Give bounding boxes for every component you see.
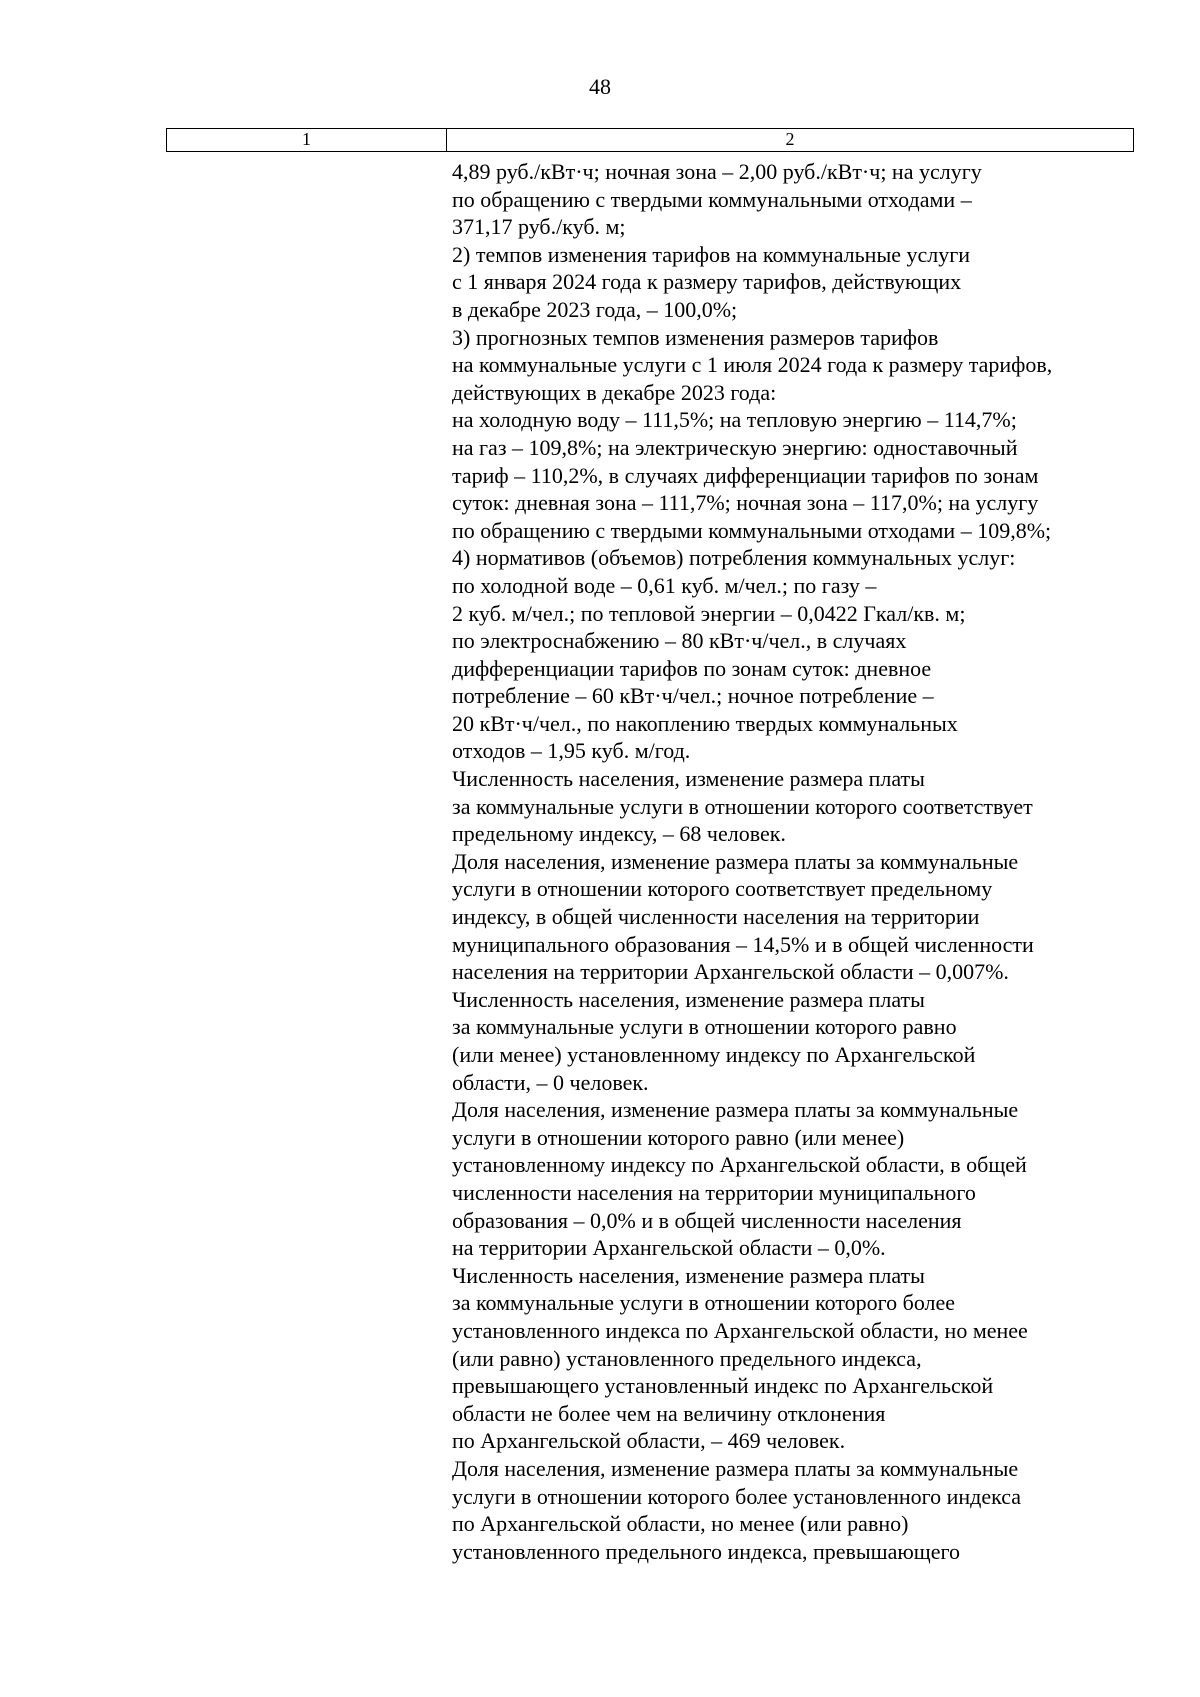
text-line: за коммунальные услуги в отношении которого равно — [452, 1014, 957, 1040]
text-line: 4,89 руб./кВт·ч; ночная зона – 2,00 руб./кВт·ч; на услугу — [452, 159, 982, 184]
text-line: индексу, в общей численности населения на территории — [452, 904, 980, 930]
text-line: по обращению с твердыми коммунальными отходами – — [452, 186, 972, 212]
text-line: в декабре 2023 года, – 100,0%; — [452, 296, 738, 322]
text-line: на территории Архангельской области – 0,0%. — [452, 1235, 886, 1261]
text-line: образования – 0,0% и в общей численности населения — [452, 1207, 962, 1233]
text-line: потребление – 60 кВт·ч/чел.; ночное потребление – — [452, 683, 934, 709]
text-line: населения на территории Архангельской области – 0,007%. — [452, 959, 1009, 985]
text-line: суток: дневная зона – 111,7%; ночная зона – 117,0%; на услугу — [452, 490, 1039, 516]
text-line: дифференциации тарифов по зонам суток: дневное — [452, 655, 932, 681]
text-line: Доля населения, изменение размера платы за коммунальные — [452, 848, 1019, 874]
text-line: (или равно) установленного предельного индекса, — [452, 1345, 922, 1371]
page-number: 48 — [589, 74, 611, 99]
text-line: услуги в отношении которого более установленного индекса — [452, 1483, 1022, 1509]
text-line: Численность населения, изменение размера платы — [452, 986, 925, 1012]
text-line: 2) темпов изменения тарифов на коммунальные услуги — [452, 241, 971, 267]
text-line: 371,17 руб./куб. м; — [452, 214, 626, 240]
text-line: превышающего установленный индекс по Архангельской — [452, 1373, 994, 1399]
table-column-2-header: 2 — [785, 129, 795, 149]
text-line: за коммунальные услуги в отношении которого более — [452, 1290, 956, 1316]
table-header-row — [166, 128, 1134, 152]
text-line: установленного индекса по Архангельской области, но менее — [452, 1317, 1028, 1343]
table-cell-column-2-text — [452, 158, 1142, 1565]
text-line: с 1 января 2024 года к размеру тарифов, действующих — [452, 269, 962, 295]
text-line: услуги в отношении которого соответствует предельному — [452, 876, 993, 902]
text-line: 20 кВт·ч/чел., по накоплению твердых коммунальных — [452, 710, 958, 736]
text-line: области, – 0 человек. — [452, 1069, 649, 1095]
text-line: муниципального образования – 14,5% и в общей численности — [452, 931, 1034, 957]
text-line: отходов – 1,95 куб. м/год. — [452, 738, 691, 764]
text-line: на коммунальные услуги с 1 июля 2024 года к размеру тарифов, — [452, 352, 1053, 378]
text-line: Доля населения, изменение размера платы за коммунальные — [452, 1097, 1019, 1123]
text-line: 2 куб. м/чел.; по тепловой энергии – 0,0422 Гкал/кв. м; — [452, 600, 966, 626]
text-line: услуги в отношении которого равно (или менее) — [452, 1124, 905, 1150]
text-line: 3) прогнозных темпов изменения размеров тарифов — [452, 324, 939, 350]
text-line: на холодную воду – 111,5%; на тепловую энергию – 114,7%; — [452, 407, 1017, 433]
text-line: установленного предельного индекса, превышающего — [452, 1538, 960, 1564]
text-line: по Архангельской области, – 469 человек. — [452, 1428, 846, 1454]
text-line: по Архангельской области, но менее (или равно) — [452, 1511, 909, 1537]
text-line: по электроснабжению – 80 кВт·ч/чел., в случаях — [452, 628, 907, 654]
text-line: по обращению с твердыми коммунальными отходами – 109,8%; — [452, 517, 1052, 543]
text-line: действующих в декабре 2023 года: — [452, 379, 777, 405]
text-line: численности населения на территории муниципального — [452, 1179, 976, 1205]
text-line: предельному индексу, – 68 человек. — [452, 821, 786, 847]
text-line: установленному индексу по Архангельской области, в общей — [452, 1152, 1027, 1178]
text-line: Численность населения, изменение размера платы — [452, 766, 925, 792]
text-line: по холодной воде – 0,61 куб. м/чел.; по газу – — [452, 572, 877, 598]
text-line: Доля населения, изменение размера платы за коммунальные — [452, 1455, 1019, 1481]
text-line: 4) нормативов (объемов) потребления коммунальных услуг: — [452, 545, 1016, 571]
text-line: тариф – 110,2%, в случаях дифференциации тарифов по зонам — [452, 462, 1039, 488]
text-line: на газ – 109,8%; на электрическую энергию: одноставочный — [452, 434, 1018, 460]
table-column-1-header: 1 — [167, 129, 447, 151]
text-line: за коммунальные услуги в отношении которого соответствует — [452, 793, 1033, 819]
text-line: Численность населения, изменение размера платы — [452, 1262, 925, 1288]
text-line: области не более чем на величину отклонения — [452, 1400, 886, 1426]
text-line: (или менее) установленному индексу по Архангельской — [452, 1042, 976, 1067]
